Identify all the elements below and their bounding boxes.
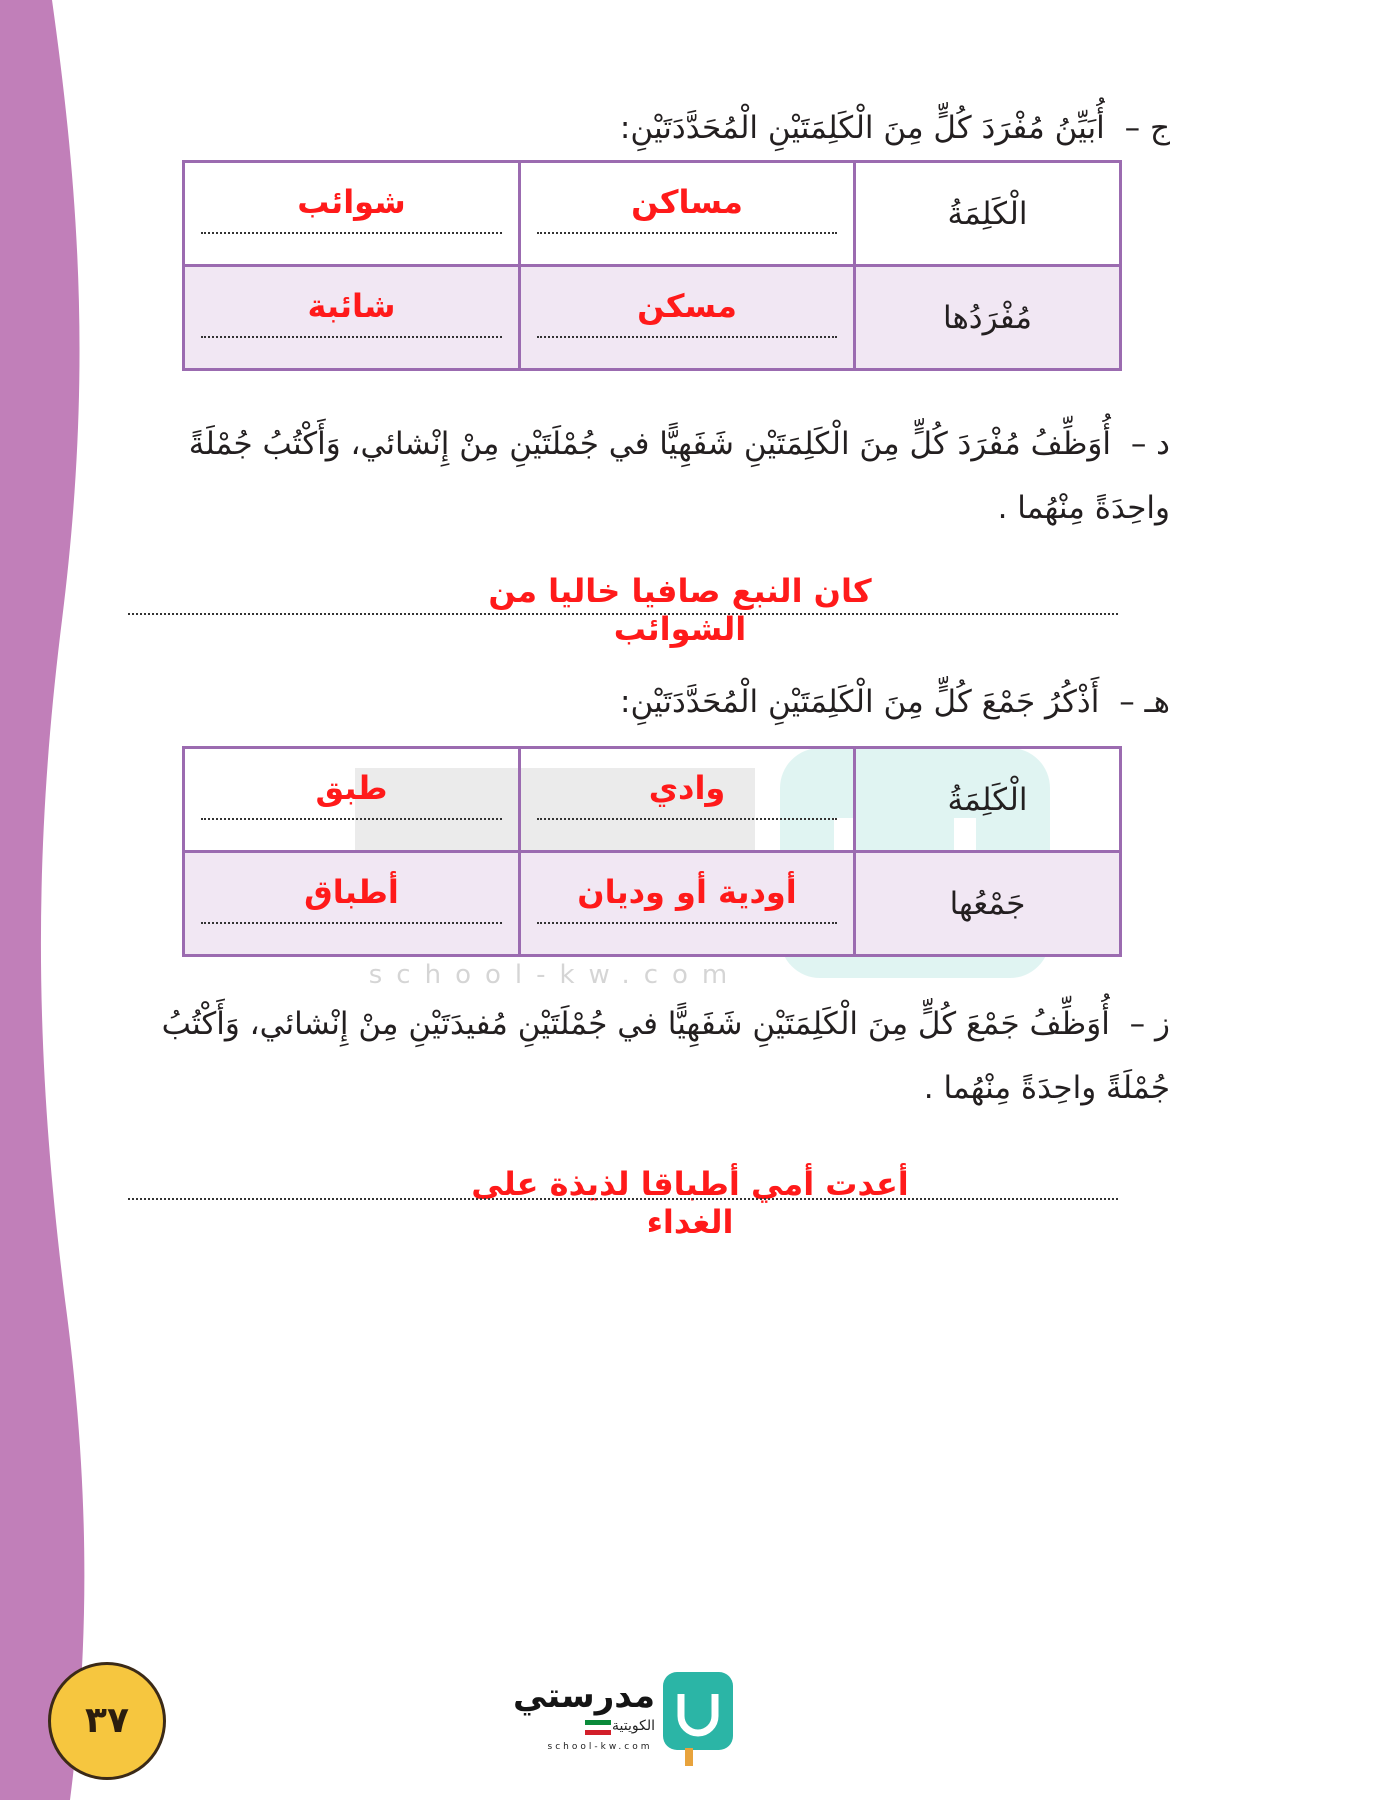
logo-subtitle: الكويتية: [612, 1718, 655, 1734]
table2-row2-cell2: [184, 852, 520, 956]
dotted-line: [201, 922, 502, 924]
question-d-answer: كان النبع صافيا خاليا من الشوائب: [488, 572, 872, 648]
question-d: [130, 412, 1170, 540]
question-h-label: هـ –: [1119, 684, 1170, 720]
answer-text: مساكن: [631, 183, 743, 221]
table2-row2-label: جَمْعُها: [949, 885, 1026, 922]
question-d-label: د –: [1130, 426, 1170, 462]
question-h-text: أَذْكُرُ جَمْعَ كُلٍّ مِنَ الْكَلِمَتَيْنِ الْمُحَدَّدَتَيْنِ:: [620, 684, 1100, 720]
table2-row2-label-cell: [855, 852, 1121, 956]
question-z-label: ز –: [1129, 1006, 1170, 1042]
answer-text: وادي: [648, 769, 726, 807]
dotted-line: [537, 922, 837, 924]
question-z: [130, 992, 1170, 1120]
dotted-line: [201, 336, 502, 338]
question-z-text: أُوَظِّفُ جَمْعَ كُلٍّ مِنَ الْكَلِمَتَيْنِ شَفَهِيًّا في جُمْلَتَيْنِ مُفيدَتَيْنِ مِنْ إِنْشائي، وَأَكْتُبُ جُمْلَةً واحِدَةً مِنْهُما .: [161, 1006, 1170, 1106]
answer-text: أطباق: [304, 873, 399, 911]
table1-row1-label-cell: [855, 162, 1121, 266]
table2-row1-cell1: [520, 748, 855, 852]
singular-table: [182, 160, 1122, 371]
table2-row1-label-cell: [855, 748, 1121, 852]
table2-row1-cell2: [184, 748, 520, 852]
table1-row2-label: مُفْرَدُها: [943, 299, 1032, 336]
dotted-line: [201, 818, 502, 820]
dotted-line: [201, 232, 502, 234]
question-z-answer: أعدت أمي أطباقا لذيذة على الغداء: [471, 1165, 909, 1241]
question-c: [620, 96, 1170, 160]
page-number-badge: ٣٧: [48, 1662, 166, 1780]
question-d-text: أُوَظِّفُ مُفْرَدَ كُلٍّ مِنَ الْكَلِمَتَيْنِ شَفَهِيًّا في جُمْلَتَيْنِ مِنْ إِنْشائي، وَأَكْتُبُ جُمْلَةً واحِدَةً مِنْهُما .: [188, 426, 1170, 526]
logo-url: school-kw.com: [547, 1742, 653, 1752]
question-h: [620, 670, 1170, 734]
table1-row1-cell2: [184, 162, 520, 266]
table1-row1-cell1: [520, 162, 855, 266]
answer-text: مسكن: [637, 287, 737, 325]
answer-line: [128, 613, 1118, 615]
answer-text: شائبة: [307, 287, 396, 325]
dotted-line: [537, 818, 837, 820]
table1-row1-label: الْكَلِمَةُ: [947, 195, 1028, 232]
dotted-line: [537, 336, 837, 338]
answer-text: طبق: [315, 769, 388, 807]
answer-text: شوائب: [297, 183, 406, 221]
table2-row1-label: الْكَلِمَةُ: [947, 781, 1028, 818]
question-c-label: ج –: [1124, 110, 1170, 146]
watermark-url: school-kw.com: [368, 960, 742, 990]
answer-text: أودية أو وديان: [577, 873, 797, 911]
page-edge-decoration: [0, 0, 140, 1800]
plural-table: [182, 746, 1122, 957]
table1-row2-cell1: [520, 266, 855, 370]
dotted-line: [537, 232, 837, 234]
table1-row2-label-cell: [855, 266, 1121, 370]
table2-row2-cell1: [520, 852, 855, 956]
table1-row2-cell2: [184, 266, 520, 370]
answer-line: [128, 1198, 1118, 1200]
question-c-text: أُبَيِّنُ مُفْرَدَ كُلٍّ مِنَ الْكَلِمَتَيْنِ الْمُحَدَّدَتَيْنِ:: [619, 110, 1105, 146]
logo-title: مدرستي: [513, 1676, 655, 1716]
